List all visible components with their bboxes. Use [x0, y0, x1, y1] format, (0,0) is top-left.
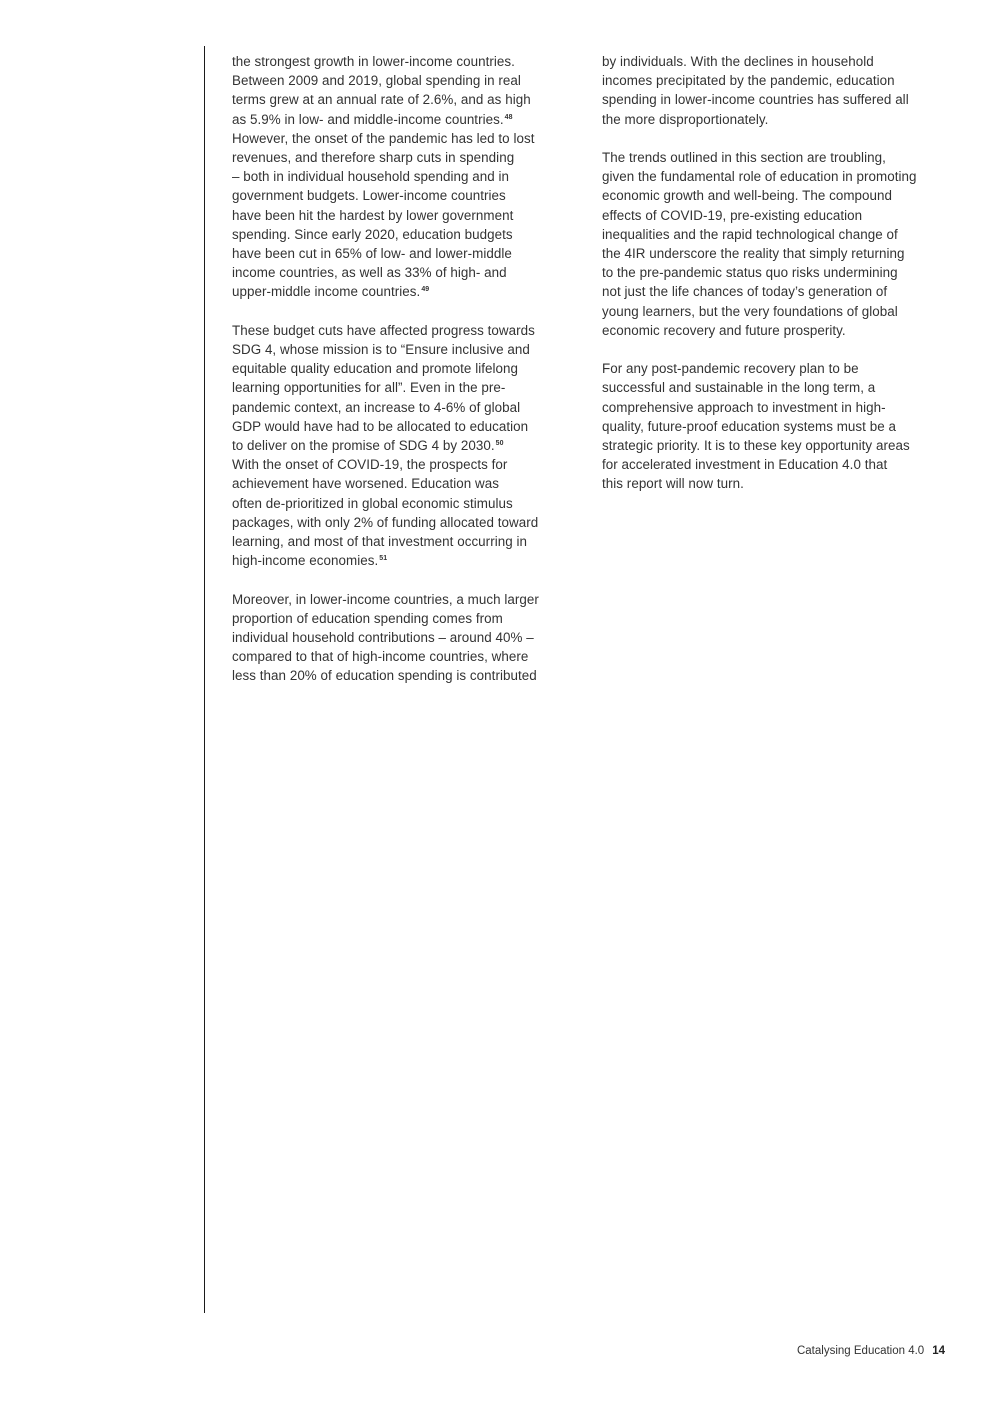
text-line: SDG 4, whose mission is to “Ensure inclusive and — [232, 342, 530, 358]
text-line: for accelerated investment in Education 4.0 that — [602, 457, 888, 473]
text-line: achievement have worsened. Education was — [232, 476, 499, 492]
text-line: Between 2009 and 2019, global spending in real — [232, 73, 521, 89]
column-divider-rule — [204, 46, 205, 1313]
text-line — [232, 436, 582, 455]
text-line: the more disproportionately. — [602, 111, 769, 127]
text-segment: high-income economies. — [232, 553, 379, 569]
text-line: learning, and most of that investment occurring in — [232, 534, 528, 550]
text-line: The trends outlined in this section are troubling, — [602, 150, 886, 165]
text-line: incomes precipitated by the pandemic, education — [602, 73, 895, 89]
text-line: the 4IR underscore the reality that simply returning — [602, 246, 905, 262]
text-segment: to deliver on the promise of SDG 4 by 2030. — [232, 438, 495, 454]
text-line: revenues, and therefore sharp cuts in spending — [232, 150, 515, 166]
text-line: have been cut in 65% of low- and lower-middle — [232, 246, 512, 262]
footnote-ref: 49 — [421, 286, 430, 294]
text-line: have been hit the hardest by lower government — [232, 207, 514, 223]
text-line: income countries, as well as 33% of high- and — [232, 265, 507, 281]
text-line: young learners, but the very foundations of global — [602, 303, 898, 319]
text-line: learning opportunities for all”. Even in the pre- — [232, 380, 506, 396]
paragraph-spending-growth — [232, 52, 582, 302]
text-line: pandemic context, an increase to 4-6% of global — [232, 399, 521, 415]
text-line: government budgets. Lower-income countries — [232, 188, 506, 204]
text-line: inequalities and the rapid technological change of — [602, 226, 898, 242]
text-line: packages, with only 2% of funding allocated toward — [232, 514, 539, 530]
text-line: GDP would have had to be allocated to education — [232, 418, 529, 434]
text-line: Moreover, in lower-income countries, a much larger — [232, 591, 539, 607]
text-line: terms grew at an annual rate of 2.6%, and as high — [232, 92, 531, 108]
footnote-ref: 48 — [504, 113, 513, 121]
footnote-ref: 50 — [495, 440, 504, 448]
page-number: 14 — [932, 1345, 945, 1357]
text-line: equitable quality education and promote lifelong — [232, 361, 519, 377]
paragraph-individual-spending — [602, 52, 952, 129]
text-line — [232, 110, 582, 129]
text-segment: as 5.9% in low- and middle-income countries. — [232, 111, 504, 127]
left-text-column — [232, 52, 582, 705]
text-line: effects of COVID-19, pre-existing education — [602, 207, 863, 223]
text-line: successful and sustainable in the long term, a — [602, 380, 876, 396]
paragraph-budget-cuts — [232, 321, 582, 571]
text-line: For any post-pandemic recovery plan to be — [602, 361, 859, 377]
text-line: economic recovery and future prosperity. — [602, 322, 846, 338]
footer-document-title: Catalysing Education 4.0 — [796, 1345, 925, 1357]
right-text-column — [602, 52, 952, 513]
text-line: this report will now turn. — [602, 476, 744, 492]
text-line: proportion of education spending comes from — [232, 610, 503, 626]
text-line: spending in lower-income countries has suffered all — [602, 92, 909, 108]
text-line: to the pre-pandemic status quo risks undermining — [602, 265, 898, 281]
text-line — [232, 551, 582, 570]
text-line: quality, future-proof education systems must be a — [602, 418, 896, 434]
text-line: often de-prioritized in global economic stimulus — [232, 495, 513, 511]
paragraph-troubling-trends — [602, 148, 952, 340]
text-line: the strongest growth in lower-income countries. — [232, 54, 515, 69]
text-line: With the onset of COVID-19, the prospects for — [232, 457, 508, 473]
text-line: However, the onset of the pandemic has led to lost — [232, 130, 535, 146]
page-footer — [797, 1343, 945, 1359]
text-line: by individuals. With the declines in household — [602, 54, 874, 69]
text-line: spending. Since early 2020, education budgets — [232, 226, 513, 242]
text-line: compared to that of high-income countries, where — [232, 649, 529, 665]
text-line: strategic priority. It is to these key opportunity areas — [602, 438, 910, 454]
text-segment: upper-middle income countries. — [232, 284, 421, 300]
text-line: given the fundamental role of education in promoting — [602, 169, 917, 185]
text-line: These budget cuts have affected progress towards — [232, 322, 535, 338]
paragraph-recovery-plan — [602, 359, 952, 493]
text-line: individual household contributions – around 40% – — [232, 630, 534, 646]
text-line: not just the life chances of today’s generation of — [602, 284, 888, 300]
text-line: less than 20% of education spending is contributed — [232, 668, 537, 684]
text-line: economic growth and well-being. The compound — [602, 188, 893, 204]
footnote-ref: 51 — [379, 555, 388, 563]
paragraph-household-contributions — [232, 590, 582, 686]
text-line: comprehensive approach to investment in high- — [602, 399, 886, 415]
text-line — [232, 282, 582, 301]
text-line: – both in individual household spending and in — [232, 169, 510, 185]
